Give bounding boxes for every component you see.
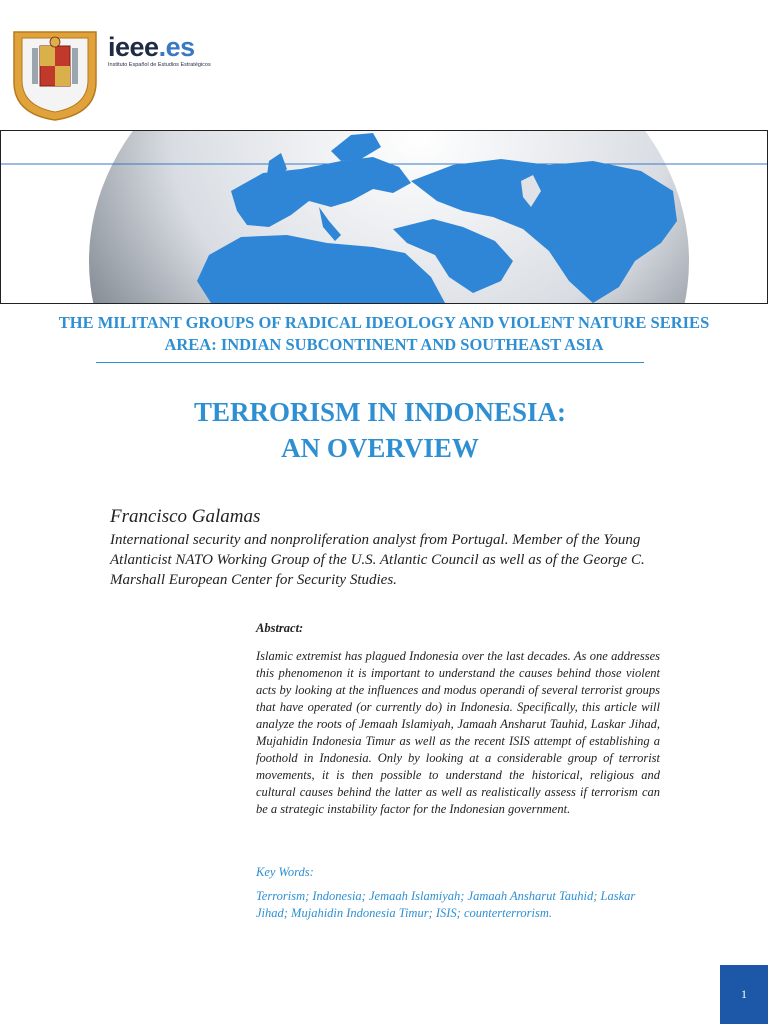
series-heading [0, 312, 768, 356]
page-number-box [720, 965, 768, 1024]
document-title [0, 394, 760, 466]
title-line-2: AN OVERVIEW [281, 433, 479, 463]
brand-subtitle: Instituto Español de Estudios Estratégicos [108, 62, 211, 68]
brand-name-dot: . [158, 32, 166, 62]
author-name: Francisco Galamas [110, 506, 261, 527]
globe-illustration [1, 131, 767, 303]
ieee-brand [108, 34, 211, 68]
brand-name [108, 34, 211, 61]
series-line-2: AREA: INDIAN SUBCONTINENT AND SOUTHEAST ASIA [164, 335, 604, 354]
series-divider [96, 362, 644, 363]
globe-banner [0, 130, 768, 304]
abstract-text: Islamic extremist has plagued Indonesia over the last decades. As one addresses this phenomenon it is important to understand the causes behind those violent acts by looking at the influences and modus operandi of several terrorist groups that have operated (or currently do) in Indonesia. Specifically, this article will analyze the roots of Jemaah Islamiyah, Jamaah Ansharut Tauhid, Laskar Jihad, Mujahidin Indonesia Timur as well as the recent ISIS attempt of establishing a foothold in Indonesia. Only by looking at a considerable group of terrorist movements, it is then possible to understand the historical, religious and cultural causes behind the latter as well as realistically assess if terrorism can be a strategic instability factor for the Indonesian government. [256, 649, 660, 816]
series-line-1: THE MILITANT GROUPS OF RADICAL IDEOLOGY AND VIOLENT NATURE SERIES [58, 313, 710, 332]
brand-name-tld: es [165, 32, 195, 62]
title-line-1: TERRORISM IN INDONESIA: [193, 397, 567, 427]
brand-name-main: ieee [108, 32, 159, 62]
ceseden-seal-logo [10, 30, 100, 122]
keywords-text: Terrorism; Indonesia; Jemaah Islamiyah; Jamaah Ansharut Tauhid; Laskar Jihad; Mujahidin Indonesia Timur; ISIS; counterterrorism. [256, 889, 636, 920]
abstract-heading: Abstract: [256, 621, 304, 635]
page-number: 1 [741, 987, 747, 1001]
author-bio: International security and nonproliferation analyst from Portugal. Member of the Young Atlanticist NATO Working Group of the U.S. Atlantic Council as well as of the George C. Marshall European Center for Security Studies. [110, 532, 645, 588]
keywords-heading: Key Words: [256, 865, 314, 879]
